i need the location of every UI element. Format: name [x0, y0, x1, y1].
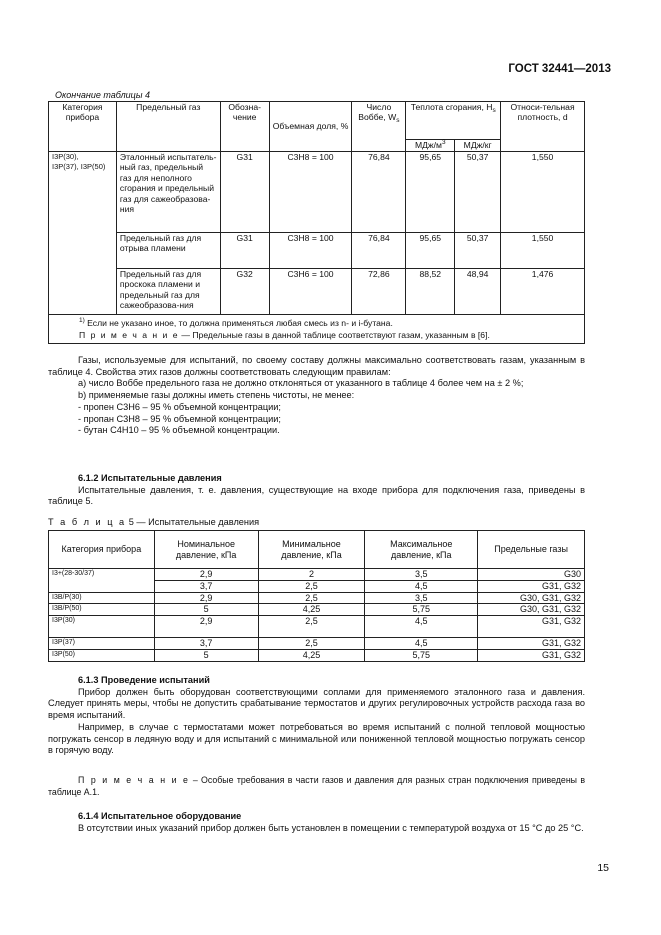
t4-row3-density: 1,476	[501, 269, 585, 315]
t5-min: 2,5	[258, 592, 365, 604]
para-wobbe: а) число Воббе предельного газа не должно отклоняться от указанного в таблице 4 более чем на ± 2 %;	[78, 378, 524, 389]
t5-nom: 5	[154, 604, 258, 616]
t5-min: 4,25	[258, 604, 365, 616]
table4-caption: Окончание таблицы 4	[55, 90, 150, 100]
t5-cat: I3P(50)	[49, 649, 155, 661]
t5-min: 2,5	[258, 616, 365, 638]
t5-cat: I3P(37)	[49, 638, 155, 650]
table-5	[48, 530, 585, 662]
t5-cat: I3B/P(30)	[49, 592, 155, 604]
table-row	[49, 604, 585, 616]
t5-max: 3,5	[365, 569, 478, 581]
t5-nom: 5	[154, 649, 258, 661]
t5-min: 4,25	[258, 649, 365, 661]
section-6-1-3-title: 6.1.3 Проведение испытаний	[78, 675, 210, 685]
t4-note: П р и м е ч а н и е — Предельные газы в данной таблице соответствуют газам, указанным в [6].	[79, 330, 490, 340]
t5-header-gases: Предельные газы	[478, 531, 585, 569]
section-6-1-3	[48, 675, 585, 757]
t4-header-designation: Обозна-чение	[220, 102, 269, 152]
note-2: П р и м е ч а н и е – Особые требования в части газов и давления для разных стран подключения приведены в таблице А.1.	[48, 775, 585, 797]
t5-gas: G30	[478, 569, 585, 581]
t4-row1-h2: 50,37	[455, 152, 501, 233]
t5-max: 4,5	[365, 580, 478, 592]
section-6-1-2-text: Испытательные давления, т. е. давления, существующие на входе прибора для подключения газа, приведены в таблице 5.	[48, 484, 585, 507]
t5-nom: 3,7	[154, 580, 258, 592]
t4-row1-h1: 95,65	[406, 152, 455, 233]
t5-gas: G31, G32	[478, 580, 585, 592]
t4-row3-volume: C3H6 = 100	[269, 269, 352, 315]
t5-cat: I3B/P(50)	[49, 604, 155, 616]
t5-cat: I3P(30)	[49, 616, 155, 638]
standard-header: ГОСТ 32441—2013	[508, 63, 611, 75]
t4-header-wobbe: Число Воббе, $W_s$	[352, 102, 406, 152]
t5-min: 2,5	[258, 580, 365, 592]
t5-max: 4,5	[365, 638, 478, 650]
t4-row1-volume: C3H8 = 100	[269, 152, 352, 233]
t5-max: 5,75	[365, 604, 478, 616]
t5-gas: G31, G32	[478, 649, 585, 661]
t4-row1-density: 1,550	[501, 152, 585, 233]
t4-row3-h2: 48,94	[455, 269, 501, 315]
t4-row2-wobbe: 76,84	[352, 233, 406, 269]
t4-row2-gas: Предельный газ для отрыва пламени	[116, 233, 220, 269]
section-6-1-4	[48, 811, 585, 834]
t4-row2-density: 1,550	[501, 233, 585, 269]
section-6-1-4-text: В отсутствии иных указаний прибор должен быть установлен в помещении с температурой воздуха от 15 °С до 25 °С.	[78, 822, 584, 833]
t4-header-heat: Теплота сгорания, $H_s$	[406, 102, 501, 140]
para-gases: Газы, используемые для испытаний, по своему составу должны максимально соответствовать газам, указанным в таблице 4. Свойства этих газов должны соответствовать следующим правилам:	[48, 355, 585, 377]
t5-cat: I3+(28-30/37)	[49, 569, 155, 593]
t5-header-nominal: Номинальное давление, кПа	[154, 531, 258, 569]
para-purity: b) применяемые газы должны иметь степень чистоты, не менее:	[78, 390, 355, 401]
section-6-1-3-p2: Например, в случае с термостатами может потребоваться во время испытаний с полной тепловой мощностью погружать сенсор в ледяную воду и для испытаний с минимальной или пониженной тепловой мощностью погружать сенсор в горячую воду.	[48, 721, 585, 756]
t4-header-category: Категория прибора	[49, 102, 117, 152]
t4-row2-h1: 95,65	[406, 233, 455, 269]
t4-header-unit2: МДж/кг	[455, 140, 501, 152]
t4-footnote-cell	[49, 315, 585, 344]
section-6-1-3-p1: Прибор должен быть оборудован соответствующими соплами для применяемого эталонного газа и давления. Следует принять меры, чтобы не допустить срабатывание термостатов и других регулировочных устройств расхода газа во время испытаний.	[48, 686, 585, 721]
t5-gas: G30, G31, G32	[478, 604, 585, 616]
t4-row1-gas: Эталонный испытатель-ный газ, предельный газ для неполного сгорания и предельный газ для сажеобразова-ния	[116, 152, 220, 233]
t4-row3-wobbe: 72,86	[352, 269, 406, 315]
t5-min: 2	[258, 569, 365, 581]
t4-header-gas: Предельный газ	[116, 102, 220, 152]
t5-header-minimum: Минимальное давление, кПа	[258, 531, 365, 569]
table-row	[49, 592, 585, 604]
section-6-1-2	[48, 473, 585, 508]
t5-min: 2,5	[258, 638, 365, 650]
t5-nom: 2,9	[154, 569, 258, 581]
table-row	[49, 638, 585, 650]
t4-row2-h2: 50,37	[455, 233, 501, 269]
t4-category-cell: I3P(30), I3P(37), I3P(50)	[49, 152, 117, 315]
t4-row2-volume: C3H8 = 100	[269, 233, 352, 269]
t4-header-volume: Объемная доля, %	[269, 102, 352, 152]
table5-caption: Т а б л и ц а 5 — Испытательные давления	[48, 517, 260, 527]
t5-nom: 2,9	[154, 592, 258, 604]
t5-max: 3,5	[365, 592, 478, 604]
t5-header-category: Категория прибора	[49, 531, 155, 569]
t4-header-unit1: МДж/$м^3$	[406, 140, 455, 152]
table-row	[49, 616, 585, 638]
t5-gas: G31, G32	[478, 616, 585, 638]
t5-nom: 2,9	[154, 616, 258, 638]
list-item-butane: - бутан C4H10 – 95 % объемной концентрации.	[78, 425, 280, 436]
t5-gas: G30, G31, G32	[478, 592, 585, 604]
t4-row3-gas: Предельный газ для проскока пламени и предельный газ для сажеобразова-ния	[116, 269, 220, 315]
t5-nom: 3,7	[154, 638, 258, 650]
table-row	[49, 569, 585, 581]
t5-gas: G31, G32	[478, 638, 585, 650]
t4-row3-h1: 88,52	[406, 269, 455, 315]
t5-max: 5,75	[365, 649, 478, 661]
t4-row3-designation: G32	[220, 269, 269, 315]
gas-requirements-section	[48, 355, 585, 437]
t5-header-maximum: Максимальное давление, кПа	[365, 531, 478, 569]
list-item-propane: - пропан C3H8 – 95 % объемной концентрации;	[78, 413, 281, 424]
table-4	[48, 101, 585, 344]
section-6-1-2-title: 6.1.2 Испытательные давления	[78, 473, 222, 483]
t4-header-density: Относи-тельная плотность, d	[501, 102, 585, 152]
page-number: 15	[597, 862, 609, 874]
table-row	[49, 649, 585, 661]
section-6-1-4-title: 6.1.4 Испытательное оборудование	[78, 811, 242, 821]
t5-max: 4,5	[365, 616, 478, 638]
t4-row1-designation: G31	[220, 152, 269, 233]
list-item-propene: - пропен C3H6 – 95 % объемной концентрации;	[78, 401, 281, 412]
t4-footnote: $^{1)}$ Если не указано иное, то должна применяться любая смесь из n- и i-бутана.	[79, 317, 393, 328]
t4-row1-wobbe: 76,84	[352, 152, 406, 233]
t4-row2-designation: G31	[220, 233, 269, 269]
